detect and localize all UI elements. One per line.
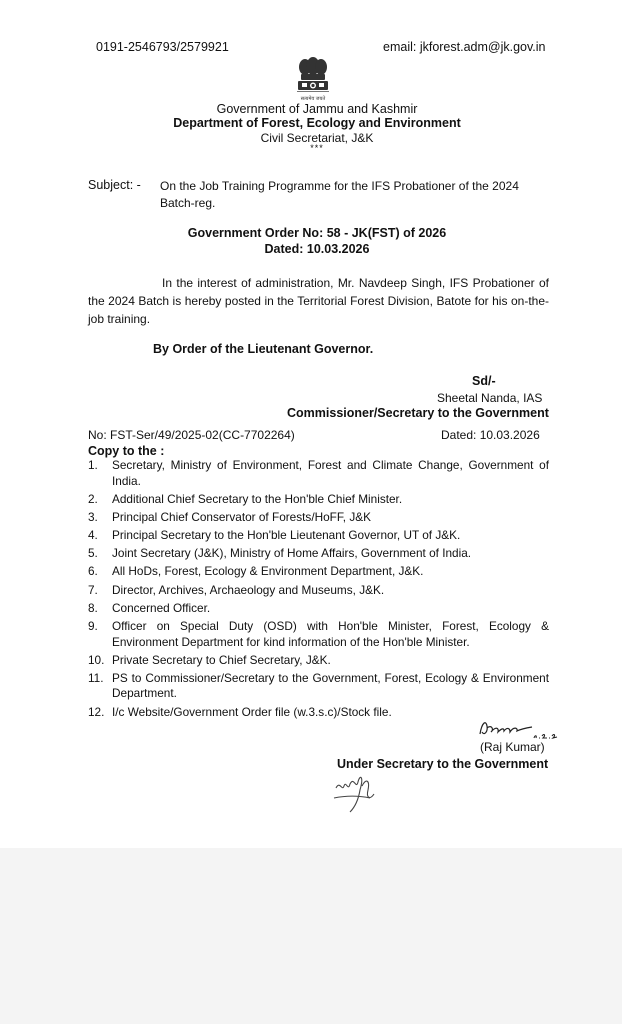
under-secretary-designation: Under Secretary to the Government [337,757,549,771]
copy-list-item [88,583,549,599]
copy-item-text: I/c Website/Government Order file (w.3.s.c)/Stock file. [112,704,392,719]
phone-number: 0191-2546793/2579921 [96,40,229,54]
copy-item-text: Director, Archives, Archaeology and Museums, J&K. [112,582,385,597]
reference-number: No: FST-Ser/49/2025-02(CC-7702264) [88,428,295,442]
copy-item-text: Additional Chief Secretary to the Hon'ble Chief Minister. [112,491,403,506]
copy-list-item [88,671,549,702]
copy-item-text: Concerned Officer. [112,600,211,615]
copy-item-text: Principal Chief Conservator of Forests/HoFF, J&K [112,509,371,524]
signature-sd: Sd/- [472,374,496,388]
copy-item-text: Joint Secretary (J&K), Ministry of Home Affairs, Government of India. [112,546,472,561]
copy-item-number: 7. [88,582,98,597]
copy-item-number: 2. [88,491,98,506]
copy-item-text: PS to Commissioner/Secretary to the Government, Forest, Ecology & Environment Department. [112,670,549,701]
copy-item-text: All HoDs, Forest, Ecology & Environment Department, J&K. [112,564,424,579]
copy-list-item [88,510,549,526]
copy-item-number: 3. [88,509,98,524]
copy-item-number: 5. [88,546,98,561]
under-secretary-name: (Raj Kumar) [480,740,545,754]
handwritten-initials [330,768,390,818]
order-number: Government Order No: 58 - JK(FST) of 2026 [187,226,447,240]
copy-item-text: Officer on Special Duty (OSD) with Hon'ble Minister, Forest, Ecology & Environment Department for kind information of the Hon'ble Minister. [112,619,549,649]
national-emblem-icon [293,56,333,102]
by-order-line: By Order of the Lieutenant Governor. [153,342,374,356]
copy-list-item [88,653,549,669]
handwritten-signature [474,716,560,742]
signatory-designation: Commissioner/Secretary to the Government [287,406,549,420]
copy-item-number: 9. [88,619,98,633]
copy-list-item [88,619,549,650]
emblem-motto: सत्यमेव जयते [300,96,326,102]
copy-list-item [88,528,549,544]
subject-text: On the Job Training Programme for the IFS Probationer of the 2024 Batch-reg. [160,179,519,210]
department-name: Department of Forest, Ecology and Environment [173,116,461,130]
subject-label: Subject: - [88,178,141,192]
copy-item-number: 12. [88,704,105,719]
order-date: Dated: 10.03.2026 [264,242,370,256]
copy-list-item [88,601,549,617]
copy-to-heading: Copy to the : [88,444,165,458]
copy-item-text: Private Secretary to Chief Secretary, J&K. [112,652,331,667]
copy-list-item [88,492,549,508]
copy-item-text: Secretary, Ministry of Environment, Forest and Climate Change, Government of India. [112,458,549,488]
copy-item-number: 10. [88,652,105,667]
copy-item-number: 6. [88,564,98,579]
email-address: email: jkforest.adm@jk.gov.in [383,40,546,54]
government-name: Government of Jammu and Kashmir [216,102,418,116]
signatory-name: Sheetal Nanda, IAS [437,391,543,405]
copy-list-item [88,458,549,489]
copy-item-number: 1. [88,458,98,472]
copy-item-number: 8. [88,600,98,615]
reference-date: Dated: 10.03.2026 [441,428,540,442]
copy-item-number: 11. [88,670,104,685]
copy-item-text: Principal Secretary to the Hon'ble Lieutenant Governor, UT of J&K. [112,528,461,543]
copy-list-item [88,546,549,562]
copy-to-list [88,458,549,723]
secretariat-name: Civil Secretariat, J&K [260,131,374,145]
separator-stars: *** [310,143,324,153]
copy-list-item [88,564,549,580]
copy-item-number: 4. [88,528,98,543]
order-paragraph: In the interest of administration, Mr. Navdeep Singh, IFS Probationer of the 2024 Batch is hereby posted in the Territorial Forest Division, Batote for his on-the-job training. [88,276,549,326]
